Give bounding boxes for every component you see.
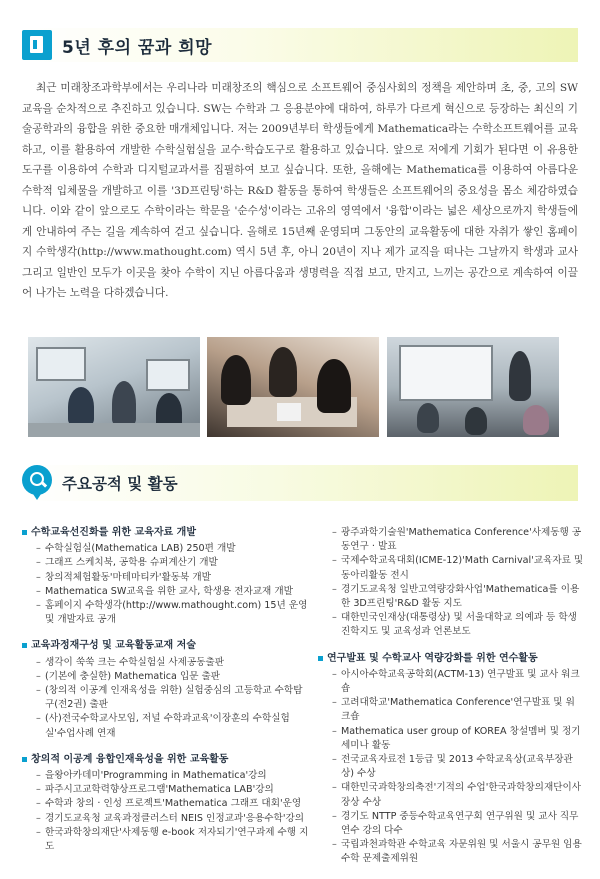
list-item: – 경기도교육청 교육과정클러스터 NEIS 인정교과'응용수학'강의 — [36, 812, 310, 826]
list-item: – (사)전국수학교사모임, 저널 수학과교육'이장훈의 수학실험실'수업사례 연재 — [36, 712, 310, 740]
student-figure — [465, 407, 487, 435]
achievement-group — [22, 753, 310, 854]
section-title: 5년 후의 꿈과 희망 — [62, 38, 213, 58]
achievements-left-column — [22, 526, 310, 866]
section-header-achievements — [22, 465, 578, 501]
student-figure — [269, 347, 297, 397]
section-header-dream — [22, 28, 578, 62]
list-item: – 국립과천과학관 수학교육 자문위원 및 서울시 공무원 임용수학 문제출제위원 — [332, 838, 584, 866]
list-item: – 아시아수학교육공학회(ACTM-13) 연구발표 및 교사 워크숍 — [332, 668, 584, 696]
student-figure — [221, 355, 251, 405]
section-title: 주요공적 및 활동 — [62, 475, 178, 493]
list-item: – 대한민국과학창의축전'기적의 수업'한국과학창의재단이사장상 수상 — [332, 781, 584, 809]
list-item: – 창의적체험활동'마테마티카'활동북 개발 — [36, 571, 310, 585]
list-item: – Mathematica SW교육을 위한 교사, 학생용 전자교재 개발 — [36, 585, 310, 599]
list-item: – 전국교육자료전 1등급 및 2013 수학교육상(교육부장관상) 수상 — [332, 753, 584, 781]
achievement-group — [318, 526, 584, 640]
list-item: – 을왕아카데미'Programming in Mathematica'강의 — [36, 769, 310, 783]
list-item: – 홈페이지 수학생각(http://www.mathought.com) 15년 운영 및 개발자료 공개 — [36, 599, 310, 627]
document-icon — [22, 30, 52, 60]
achievement-group — [318, 652, 584, 867]
group-title: 수학교육선진화를 위한 교육자료 개발 — [22, 526, 310, 540]
student-figure — [112, 381, 136, 427]
list-item: – (기본에 충실한) Mathematica 입문 출판 — [36, 670, 310, 684]
list-item: – 광주과학기술원'Mathematica Conference'사제동행 공동연구 · 발표 — [332, 526, 584, 554]
achievements-right-column — [318, 526, 584, 879]
list-item: – 수학과 창의 · 인성 프로젝트'Mathematica 그래프 대회'운영 — [36, 797, 310, 811]
list-item: – 파주시고교학력향상프로그램'Mathematica LAB'강의 — [36, 783, 310, 797]
model-object — [277, 403, 301, 421]
monitor-shape — [36, 347, 86, 381]
classroom-photo-2 — [207, 337, 379, 437]
list-item: – Mathematica user group of KOREA 창설멤버 및 정기 세미나 활동 — [332, 725, 584, 753]
student-figure — [523, 405, 549, 435]
list-item: – 생각이 쑥쑥 크는 수학실험실 사제공동출판 — [36, 656, 310, 670]
achievement-group — [22, 526, 310, 627]
projection-screen — [399, 345, 493, 401]
group-title: 창의적 이공계 융합인재육성을 위한 교육활동 — [22, 753, 310, 767]
list-item: – 국제수학교육대회(ICME-12)'Math Carnival'교육자료 및 동아리활동 전시 — [332, 554, 584, 582]
student-figure — [417, 403, 439, 433]
list-item: – 그래프 스케치북, 공학용 슈퍼계산기 개발 — [36, 556, 310, 570]
group-title: 교육과정재구성 및 교육활동교재 저술 — [22, 639, 310, 653]
list-item: – 경기도 NTTP 중등수학교육연구회 연구위원 및 교사 직무연수 강의 다수 — [332, 810, 584, 838]
list-item: – 고려대학교'Mathematica Conference'연구발표 및 워크숍 — [332, 696, 584, 724]
list-item: – (창의적 이공계 인재육성을 위한) 실험중심의 고등학교 수학탐구(전2권) 출판 — [36, 684, 310, 712]
classroom-photo-3 — [387, 337, 559, 437]
list-item: – 경기도교육청 일반고역량강화사업'Mathematica를 이용한 3D프린팅'R&D 활동 지도 — [332, 583, 584, 611]
teacher-figure — [509, 351, 531, 401]
search-pin-icon — [22, 465, 52, 495]
student-figure — [68, 387, 94, 427]
list-item: – 대한민국인재상(대통령상) 및 서울대학교 의예과 등 학생진학지도 및 교육성과 언론보도 — [332, 611, 584, 639]
monitor-shape — [146, 359, 190, 391]
student-figure — [317, 359, 351, 413]
list-item: – 수학실험실(Mathematica LAB) 250편 개발 — [36, 542, 310, 556]
desk-shape — [28, 423, 200, 437]
group-title: 연구발표 및 수학교사 역량강화를 위한 연수활동 — [318, 652, 584, 666]
achievement-group — [22, 639, 310, 740]
classroom-photo-1 — [28, 337, 200, 437]
body-paragraph: 최근 미래창조과학부에서는 우리나라 미래창조의 핵심으로 소프트웨어 중심사회의 정책을 제안하며 초, 중, 고의 SW교육을 순차적으로 추진하고 있습니다. SW는 수학과 그 응용분야에 대하여, 하루가 다르게 혁신으로 등장하는 최신의 기술공학과의 융합을 위한 중요한 매개체입니다. 저는 2009년부터 학생들에게 Mathematica라는 수학소프트웨어를 교육하고, 이를 활용하여 개발한 수학실험실을 교수·학습도구로 활용하고 있습니다. 앞으로 저에게 기회가 된다면 이 유용한 도구를 이용하여 수학과 디지털교과서를 집필하여 보고 싶습니다. 또한, 올해에는 Mathematica를 이용하여 아름다운 수학적 입체물을 개발하고 이를 '3D프린팅'하는 R&D 활동을 통하여 학생들은 소프트웨어의 중요성을 몸소 체감하였습니다. 이와 같이 앞으로도 수학이라는 학문을 '순수성'이라는 고유의 영역에서 '융합'이라는 넓은 세상으로까지 학생들에게 안내하여 주는 길을 계속하여 걷고 싶습니다. 올해로 15년째 운영되며 그동안의 교육활동에 대한 자취가 쌓인 홈페이지 수학생각(http://www.mathought.com) 역시 5년 후, 아니 20년이 지나 제가 교직을 떠나는 그날까지 학생과 교사 그리고 일반인 모두가 이곳을 찾아 수학이 지닌 아름다움과 생명력을 직접 보고, 만지고, 느끼는 공간으로 계속하여 이끌어 나가는 노력을 다하겠습니다. — [22, 82, 578, 299]
list-item: – 한국과학창의재단'사제동행 e-book 저자되기'연구과제 수행 지도 — [36, 826, 310, 854]
